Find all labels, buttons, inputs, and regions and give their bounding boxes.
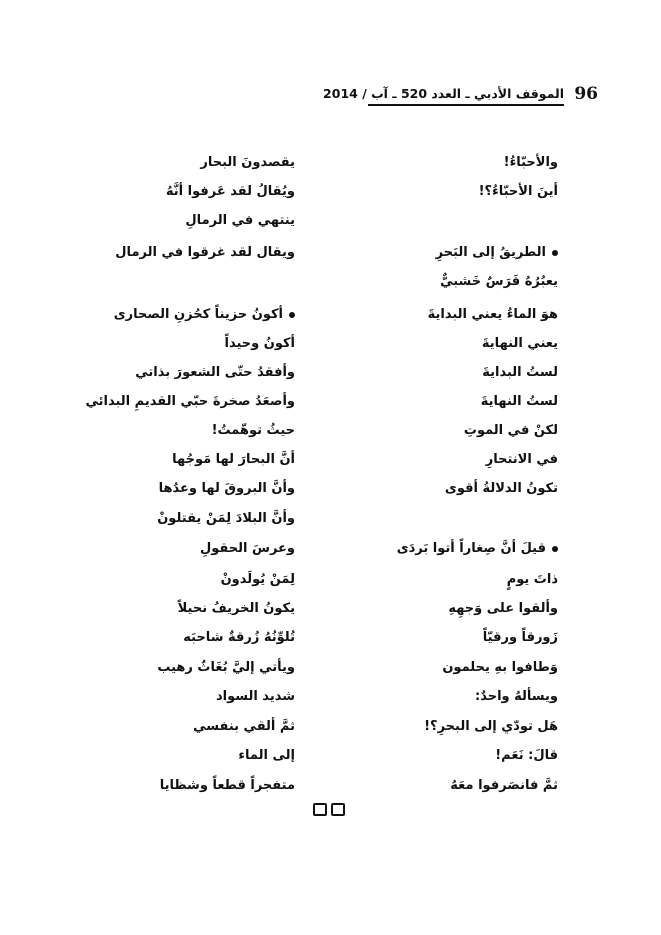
poem-line	[178, 596, 295, 622]
poem-line	[135, 360, 295, 386]
page-number: 96	[574, 84, 598, 104]
poem-line	[486, 447, 558, 473]
poem-line-text: يعبُرُهُ فَرَسٌ خَشبيٌّ	[440, 274, 558, 289]
poem-line	[482, 360, 558, 386]
poem-line-text: ويسألهُ واحدٌ:	[475, 689, 558, 704]
poem-line	[448, 596, 558, 622]
poem-line-text: ينتهي في الرمالِ	[185, 213, 295, 228]
poem-line-text: زَورقاً ورقيّاً	[482, 630, 558, 645]
poem-line	[200, 536, 295, 562]
poem-line	[193, 714, 295, 740]
poem-line-text: وأنَّ البلادَ لِمَنْ يقتلونْ	[157, 511, 295, 526]
poem-line-text: يكونُ الخريفُ نحيلاً	[177, 601, 295, 616]
poem-line	[114, 302, 295, 328]
poem-line-text: الطريقُ إلى البَحرِ	[435, 245, 546, 260]
poem-line-text: هوَ الماءُ يعني البدايةَ	[427, 307, 558, 322]
poem-line	[450, 773, 558, 799]
poem-line	[160, 773, 295, 799]
poem-line-text: أكونُ وحيداً	[224, 336, 295, 351]
poem-line-text: وأفقدُ حتّى الشعورَ بذاتي	[135, 365, 295, 380]
poem-line	[159, 476, 295, 502]
poem-line	[475, 684, 558, 710]
running-title: الموقف الأدبي ـ العدد 520 ـ آب / 2014	[323, 86, 564, 101]
poem-line	[172, 447, 295, 473]
poem-line	[86, 389, 296, 415]
poem-line	[212, 418, 295, 444]
poem-line	[238, 743, 295, 769]
poem-line	[428, 302, 558, 328]
poem-line	[200, 150, 295, 176]
poem-line	[224, 331, 295, 357]
poem-line-text: أكونُ حزيناً كحُزنِ الصحارى	[113, 307, 283, 322]
poem-line	[507, 567, 558, 593]
poem-line-text: لستُ البدايةَ	[482, 365, 558, 380]
poem-line-text: حيثُ توهّمتُ!	[211, 423, 295, 438]
poem-line-text: تُلوِّنُهُ زُرقةٌ شاحبَه	[183, 630, 295, 645]
poem-line	[479, 179, 558, 205]
poem-line	[397, 536, 558, 562]
poem-line-text: لستُ النهايةَ	[480, 394, 558, 409]
poem-line	[442, 655, 558, 681]
poem-line	[495, 743, 558, 769]
poem-line	[115, 240, 295, 266]
poem-line	[481, 389, 558, 415]
bullet-icon	[289, 312, 295, 318]
poem-line	[157, 506, 295, 532]
poem-line-text: شديد السواد	[215, 689, 295, 704]
poem-line-text: ويأتي إليَّ بُغَاثٌ رهيب	[157, 660, 295, 675]
poem-line	[445, 476, 558, 502]
poem-line-text: وأنَّ البروقَ لها وعدُها	[158, 481, 295, 496]
poem-line	[424, 714, 558, 740]
poem-line-text: ويُقالُ لقد عَرفوا أنَّهُ	[165, 184, 295, 199]
end-ornament-icon	[313, 803, 345, 815]
poem-line-text: قيلَ أنَّ صِغاراً أتوا بَردَى	[396, 541, 546, 556]
poem-line-text: لكنْ في الموتِ	[463, 423, 558, 438]
poem-line-text: ذاتَ يومٍ	[506, 572, 558, 587]
poem-line-text: أنَّ البحارَ لها مَوجُها	[172, 452, 295, 467]
poem-line-text: لِمَنْ يُولَدونْ	[220, 572, 295, 587]
poem-line	[216, 684, 295, 710]
poem-line-text: وَطافوا بهِ يحلمون	[442, 660, 558, 675]
poem-line-text: يعني النهايةَ	[481, 336, 558, 351]
poem-line	[504, 150, 558, 176]
poem-line-text: قالَ: نَعَم!	[495, 748, 558, 763]
bullet-icon	[552, 250, 558, 256]
poem-line-text: وأصعَدُ صخرةَ حبّي القديمِ البدائي	[85, 394, 295, 409]
poem-line	[157, 655, 295, 681]
poem-line	[483, 625, 558, 651]
poem-line	[166, 179, 295, 205]
poem-line	[221, 567, 295, 593]
poem-line-text: هَل تودّي إلى البحرِ؟!	[424, 719, 558, 734]
poem-line-text: أينَ الأحبّاءُ؟!	[478, 184, 558, 199]
poem-line-text: تكونُ الدلالةُ أقوى	[444, 481, 558, 496]
bullet-icon	[552, 546, 558, 552]
poem-line-text: يقصدونَ البحار	[200, 155, 295, 170]
poem-line-text: وعرسَ الحقولِ	[199, 541, 295, 556]
poem-line-text: ثمَّ ألقي بنفسي	[193, 719, 295, 734]
poem-line-text: وألقوا على وَجهِهِ	[448, 601, 558, 616]
header-rule	[368, 104, 564, 106]
poem-line-text: متفجراً قطعاً وشظايا	[159, 778, 295, 793]
poem-line-text: ثمَّ فانصَرفوا معَهُ	[450, 778, 558, 793]
page-header	[323, 82, 598, 112]
poem-line-text: والأحبّاءُ!	[503, 155, 558, 170]
poem-line	[185, 208, 295, 234]
poem-line	[440, 269, 558, 295]
poem-line-text: في الانتحارِ	[485, 452, 558, 467]
poem-line	[464, 418, 558, 444]
poem-line	[183, 625, 295, 651]
poem-line-text: ويقال لقد غرقوا في الرمال	[115, 245, 295, 260]
poem-line-text: إلى الماء	[238, 748, 295, 763]
poem-line	[482, 331, 558, 357]
poem-line	[436, 240, 558, 266]
